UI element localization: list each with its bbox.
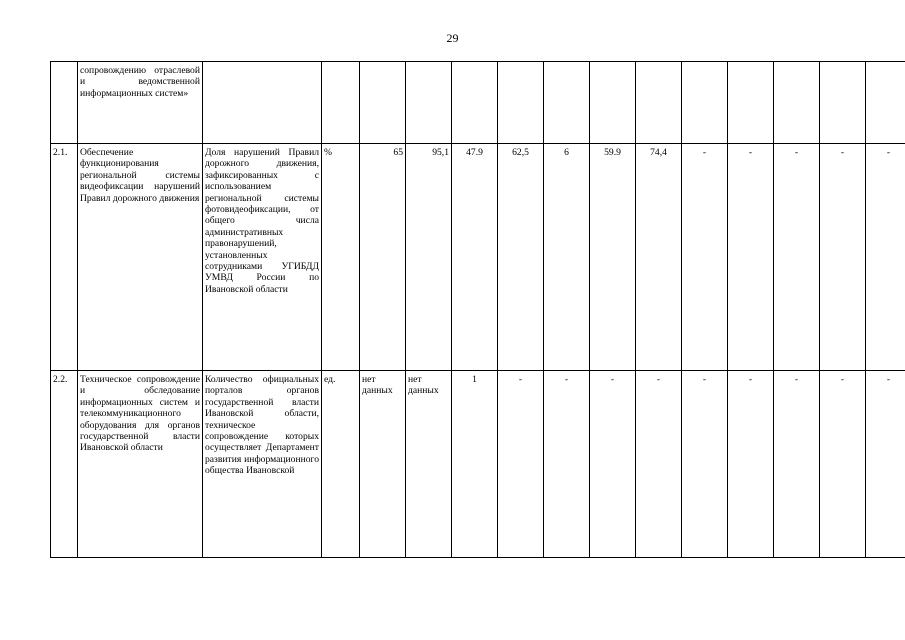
- value-cell: -: [636, 371, 682, 558]
- value-cell: -: [728, 144, 774, 371]
- page-number: 29: [446, 31, 459, 45]
- value-cell: 1: [452, 371, 498, 558]
- value-cell: 62,5: [498, 144, 544, 371]
- indicator-name-cell: Количество официальных порталов органов государственной власти Ивановской области, техническое сопровождение которых осуществляет Департамент развития информационного общества Ивановской: [203, 371, 322, 558]
- value-cell: -: [728, 371, 774, 558]
- table-row: [51, 371, 905, 558]
- value-cell: [544, 62, 590, 144]
- unit-cell: [322, 62, 360, 144]
- value-cell: нет данных: [406, 371, 452, 558]
- value-cell: 74,4: [636, 144, 682, 371]
- value-cell: [866, 62, 905, 144]
- value-cell: -: [682, 144, 728, 371]
- value-cell: [820, 62, 866, 144]
- value-cell: 59.9: [590, 144, 636, 371]
- value-cell: -: [682, 371, 728, 558]
- value-cell: [636, 62, 682, 144]
- event-name-cell: сопровождению отраслевой и ведомственной информационных систем»: [78, 62, 203, 144]
- value-cell: [360, 62, 406, 144]
- value-cell: 65: [360, 144, 406, 371]
- table-row: [51, 62, 905, 144]
- indicators-table: [50, 61, 905, 558]
- value-cell: [774, 62, 820, 144]
- value-cell: -: [866, 371, 905, 558]
- value-cell: 47.9: [452, 144, 498, 371]
- value-cell: [590, 62, 636, 144]
- value-cell: -: [498, 371, 544, 558]
- indicator-name-cell: Доля нарушений Правил дорожного движения, зафиксированных с использованием региональной системы фотовидеофиксации, от общего числа административных правонарушений, установленных сотрудниками УГИБДД УМВД России по Ивановской области: [203, 144, 322, 371]
- value-cell: 6: [544, 144, 590, 371]
- value-cell: [452, 62, 498, 144]
- value-cell: -: [544, 371, 590, 558]
- row-number-cell: [51, 62, 78, 144]
- value-cell: [682, 62, 728, 144]
- indicator-name-cell: [203, 62, 322, 144]
- unit-cell: ед.: [322, 371, 360, 558]
- value-cell: -: [866, 144, 905, 371]
- event-name-cell: Техническое сопровождение и обследование информационных систем и телекоммуникационного оборудования для органов государственной власти Ивановской области: [78, 371, 203, 558]
- value-cell: -: [590, 371, 636, 558]
- value-cell: -: [820, 371, 866, 558]
- value-cell: -: [820, 144, 866, 371]
- value-cell: -: [774, 144, 820, 371]
- value-cell: [498, 62, 544, 144]
- table-row: [51, 144, 905, 371]
- value-cell: нет данных: [360, 371, 406, 558]
- value-cell: 95,1: [406, 144, 452, 371]
- row-number-cell: 2.1.: [51, 144, 78, 371]
- value-cell: [728, 62, 774, 144]
- row-number-cell: 2.2.: [51, 371, 78, 558]
- unit-cell: %: [322, 144, 360, 371]
- value-cell: [406, 62, 452, 144]
- value-cell: -: [774, 371, 820, 558]
- event-name-cell: Обеспечение функционирования региональной системы видеофиксации нарушений Правил дорожного движения: [78, 144, 203, 371]
